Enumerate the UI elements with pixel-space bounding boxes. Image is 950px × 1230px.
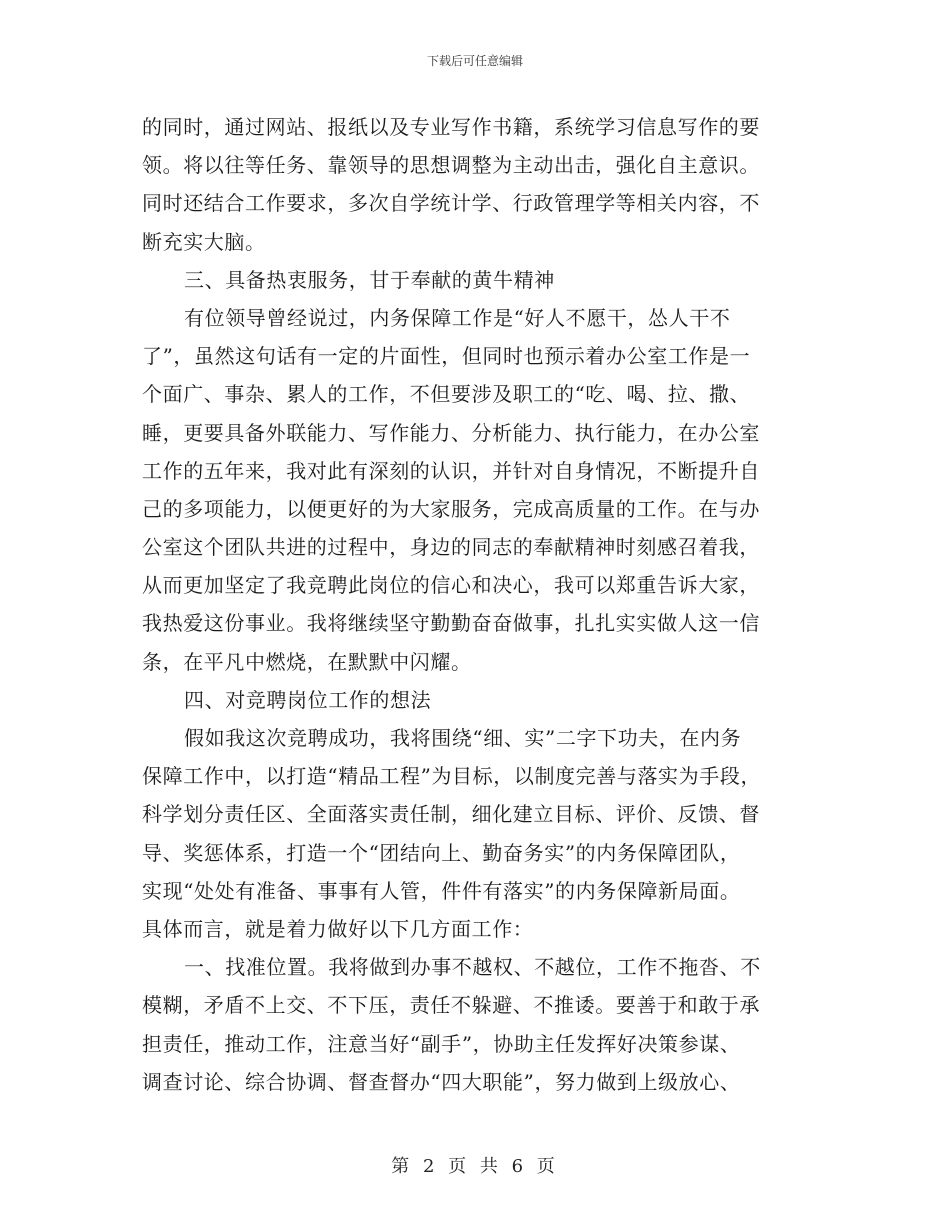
page-footer: 第 2 页 共 6 页 <box>391 1156 559 1177</box>
text-line: 导、奖惩体系，打造一个“团结向上、勤奋务实”的内务保障团队， <box>142 840 741 865</box>
text-line: 的同时，通过网站、报纸以及专业写作书籍，系统学习信息写作的要 <box>142 115 760 139</box>
text-line: 假如我这次竞聘成功，我将围绕“细、实”二字下功夫，在内务 <box>184 726 742 750</box>
page-header: 下载后可任意编辑 <box>426 54 523 68</box>
text-line: 一、找准位置。我将做到办事不越权、不越位，工作不拖沓、不 <box>184 955 761 980</box>
text-line: 工作的五年来，我对此有深刻的认识，并针对自身情况，不断提升自 <box>142 458 760 483</box>
text-line: 四、对竞聘岗位工作的想法 <box>184 687 432 712</box>
text-line: 公室这个团队共进的过程中，身边的同志的奉献精神时刻感召着我， <box>142 535 760 560</box>
text-line: 了”，虽然这句话有一定的片面性，但同时也预示着办公室工作是一 <box>142 344 751 369</box>
text-line: 个面广、事杂、累人的工作，不但要涉及职工的“吃、喝、拉、撒、 <box>142 382 751 407</box>
text-line: 断充实大脑。 <box>142 229 266 254</box>
text-line: 三、具备热衷服务，甘于奉献的黄牛精神 <box>184 267 555 292</box>
text-line: 己的多项能力，以便更好的为大家服务，完成高质量的工作。在与办 <box>142 496 760 521</box>
text-line: 睡，更要具备外联能力、写作能力、分析能力、执行能力，在办公室 <box>142 420 760 445</box>
text-line: 实现“处处有准备、事事有人管，件件有落实”的内务保障新局面。 <box>142 878 741 903</box>
text-line: 我热爱这份事业。我将继续坚守勤勤奋奋做事，扎扎实实做人这一信 <box>142 611 760 636</box>
document-body <box>142 108 808 1101</box>
text-line: 从而更加坚定了我竞聘此岗位的信心和决心，我可以郑重告诉大家， <box>142 573 760 598</box>
text-line: 条，在平凡中燃烧，在默默中闪耀。 <box>142 649 472 674</box>
text-line: 领。将以往等任务、靠领导的思想调整为主动出击，强化自主意识。 <box>142 153 760 178</box>
text-line: 模糊，矛盾不上交、不下压，责任不躲避、不推诿。要善于和敢于承 <box>142 993 760 1018</box>
text-line: 担责任，推动工作，注意当好“副手”，协助主任发挥好决策参谋、 <box>142 1031 741 1056</box>
text-line: 具体而言，就是着力做好以下几方面工作： <box>142 916 534 941</box>
text-line: 同时还结合工作要求，多次自学统计学、行政管理学等相关内容，不 <box>142 191 760 216</box>
text-line: 有位领导曾经说过，内务保障工作是“好人不愿干，怂人干不 <box>184 305 731 330</box>
text-line: 保障工作中，以打造“精品工程”为目标，以制度完善与落实为手段， <box>142 764 762 789</box>
text-line: 科学划分责任区、全面落实责任制，细化建立目标、评价、反馈、督 <box>142 802 760 827</box>
text-line: 调查讨论、综合协调、督查督办“四大职能”，努力做到上级放心、 <box>142 1069 741 1094</box>
